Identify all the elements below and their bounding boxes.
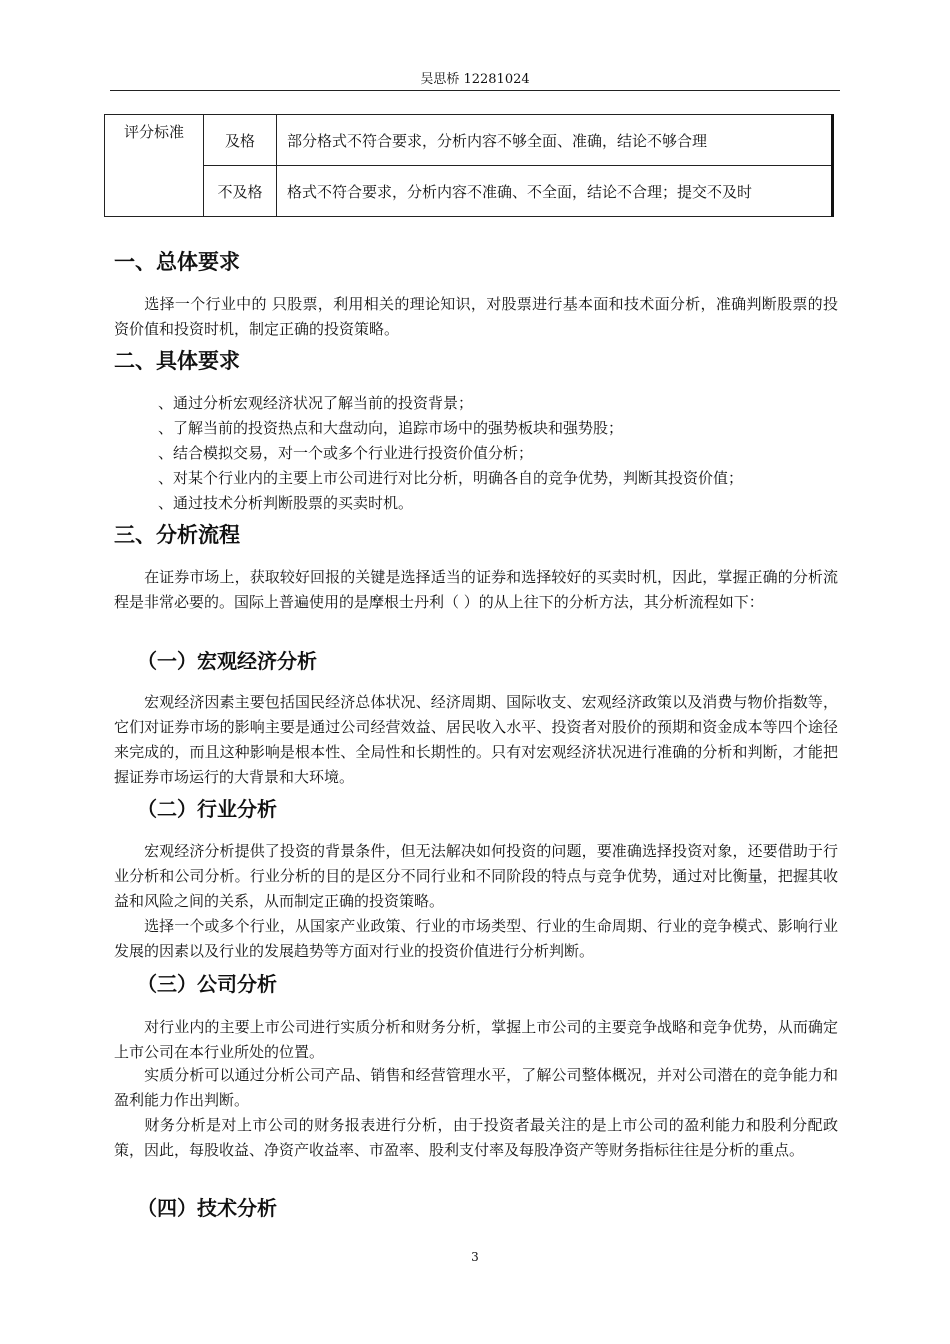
grade-desc-cell: 格式不符合要求，分析内容不准确、不全面，结论不合理；提交不及时 (277, 166, 833, 217)
grade-cell: 及格 (204, 115, 277, 166)
list-item: 、对某个行业内的主要上市公司进行对比分析，明确各自的竞争优势，判断其投资价值； (158, 469, 744, 487)
subsection-title-industry: （二）行业分析 (137, 797, 277, 821)
paragraph (114, 292, 838, 342)
header-text: 吴思桥 12281024 (420, 72, 530, 87)
section-title-specific: 二、具体要求 (114, 348, 240, 373)
paragraph (114, 690, 838, 790)
list-item: 、了解当前的投资热点和大盘动向，追踪市场中的强势板块和强势股； (158, 419, 624, 437)
table-row (105, 166, 833, 217)
list-item: 、结合模拟交易，对一个或多个行业进行投资价值分析； (158, 444, 534, 462)
paragraph-text: 实质分析可以通过分析公司产品、销售和经营管理水平，了解公司整体概况，并对公司潜在的竞争能力和盈利能力作出判断。 (114, 1066, 838, 1109)
paragraph (114, 1063, 838, 1113)
page-number: 3 (471, 1250, 479, 1264)
list-item: 、通过分析宏观经济状况了解当前的投资背景； (158, 394, 474, 412)
grade-cell: 不及格 (204, 166, 277, 217)
paragraph-text: 选择一个行业中的 只股票，利用相关的理论知识，对股票进行基本面和技术面分析，准确判断股票的投资价值和投资时机，制定正确的投资策略。 (114, 295, 838, 338)
paragraph-text: 对行业内的主要上市公司进行实质分析和财务分析，掌握上市公司的主要竞争战略和竞争优势，从而确定上市公司在本行业所处的位置。 (114, 1018, 838, 1061)
paragraph (114, 839, 838, 914)
grading-table (104, 114, 834, 217)
table-row (105, 115, 833, 166)
paragraph (114, 1113, 838, 1163)
grade-desc-cell: 部分格式不符合要求，分析内容不够全面、准确，结论不够合理 (277, 115, 833, 166)
subsection-title-macro: （一）宏观经济分析 (137, 649, 317, 673)
section-title-general: 一、总体要求 (114, 249, 240, 274)
paragraph (114, 565, 838, 615)
paragraph (114, 914, 838, 964)
paragraph-text: 财务分析是对上市公司的财务报表进行分析，由于投资者最关注的是上市公司的盈利能力和股利分配政策，因此，每股收益、净资产收益率、市盈率、股利支付率及每股净资产等财务指标往往是分析的重点。 (114, 1116, 838, 1159)
paragraph-text: 选择一个或多个行业，从国家产业政策、行业的市场类型、行业的生命周期、行业的竞争模式、影响行业发展的因素以及行业的发展趋势等方面对行业的投资价值进行分析判断。 (114, 917, 838, 960)
subsection-title-company: （三）公司分析 (137, 972, 277, 996)
subsection-title-technical: （四）技术分析 (137, 1196, 277, 1220)
list-item: 、通过技术分析判断股票的买卖时机。 (158, 494, 414, 512)
paragraph-text: 在证券市场上，获取较好回报的关键是选择适当的证券和选择较好的买卖时机，因此，掌握正确的分析流程是非常必要的。国际上普遍使用的是摩根士丹利（ ）的从上往下的分析方法，其分析流程如下： (114, 568, 838, 611)
paragraph-text: 宏观经济因素主要包括国民经济总体状况、经济周期、国际收支、宏观经济政策以及消费与物价指数等，它们对证券市场的影响主要是通过公司经营效益、居民收入水平、投资者对股价的预期和资金成本等四个途径来完成的，而且这种影响是根本性、全局性和长期性的。只有对宏观经济状况进行准确的分析和判断，才能把握证券市场运行的大背景和大环境。 (114, 693, 838, 786)
section-title-process: 三、分析流程 (114, 522, 240, 547)
paragraph-text: 宏观经济分析提供了投资的背景条件，但无法解决如何投资的问题，要准确选择投资对象，还要借助于行业分析和公司分析。行业分析的目的是区分不同行业和不同阶段的特点与竞争优势，通过对比衡量，把握其收益和风险之间的关系，从而制定正确的投资策略。 (114, 842, 838, 910)
grading-label: 评分标准 (105, 115, 204, 217)
paragraph (114, 1015, 838, 1065)
page-header (110, 70, 840, 91)
